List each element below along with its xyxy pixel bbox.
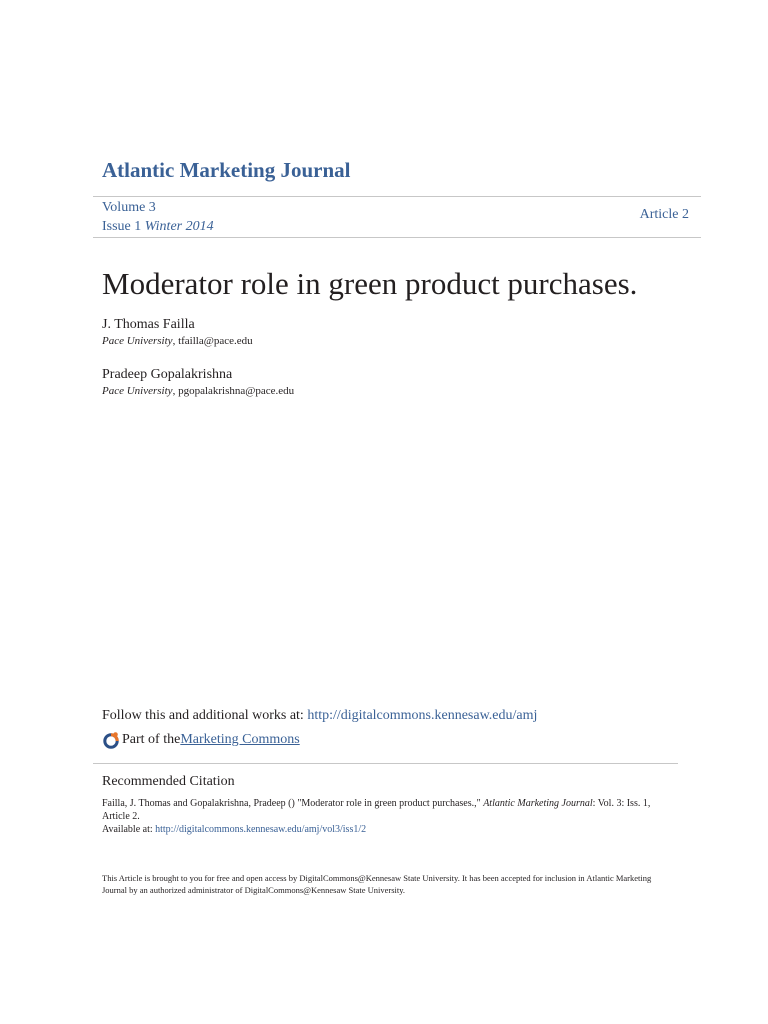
digital-commons-icon [102,731,120,749]
footer-note: This Article is brought to you for free and open access by DigitalCommons@Kennesaw State University. It has been accepted for inclusion in Atlantic Marketing Journal by an authorized administrator of DigitalCommons@Kennesaw State University. [102,873,652,895]
author-institution: Pace University [102,335,173,347]
follow-line [102,708,537,724]
citation-heading: Recommended Citation [102,774,235,789]
issue-link[interactable]: Issue 1 [102,219,142,234]
article-number-link[interactable]: Article 2 [639,207,689,222]
citation-journal: Atlantic Marketing Journal [483,798,593,809]
author-2 [102,366,294,399]
citation-body [102,797,677,836]
follow-label: Follow this and additional works at: [102,708,308,723]
top-rule [93,196,701,197]
part-of-label: Part of the [122,732,181,747]
citation-rule [93,763,678,764]
citation-volume: : Vol. 3: Iss. 1, Article 2. [102,798,651,822]
follow-url-link[interactable]: http://digitalcommons.kennesaw.edu/amj [307,708,538,723]
author-1 [102,316,253,349]
article-title: Moderator role in green product purchases. [102,266,638,301]
available-url-link[interactable]: http://digitalcommons.kennesaw.edu/amj/vol3/iss1/2 [155,824,367,835]
author-name: Pradeep Gopalakrishna [102,367,233,382]
author-email[interactable]: , pgopalakrishna@pace.edu [172,385,295,397]
author-affiliation [102,334,253,349]
author-name: J. Thomas Failla [102,317,195,332]
author-institution: Pace University [102,385,173,397]
available-label: Available at: [102,824,156,835]
author-affiliation [102,384,294,399]
citation-text: Failla, J. Thomas and Gopalakrishna, Pradeep () "Moderator role in green product purchases.," [102,798,484,809]
issue-line[interactable] [102,217,214,236]
part-of-line [102,731,300,749]
mid-rule [93,237,701,238]
season-link[interactable]: Winter 2014 [144,219,214,234]
journal-title[interactable]: Atlantic Marketing Journal [102,158,351,182]
volume-issue-block [102,198,214,236]
volume-link[interactable]: Volume 3 [102,200,156,215]
author-email[interactable]: , tfailla@pace.edu [172,335,253,347]
marketing-commons-link[interactable]: Marketing Commons [180,732,300,747]
